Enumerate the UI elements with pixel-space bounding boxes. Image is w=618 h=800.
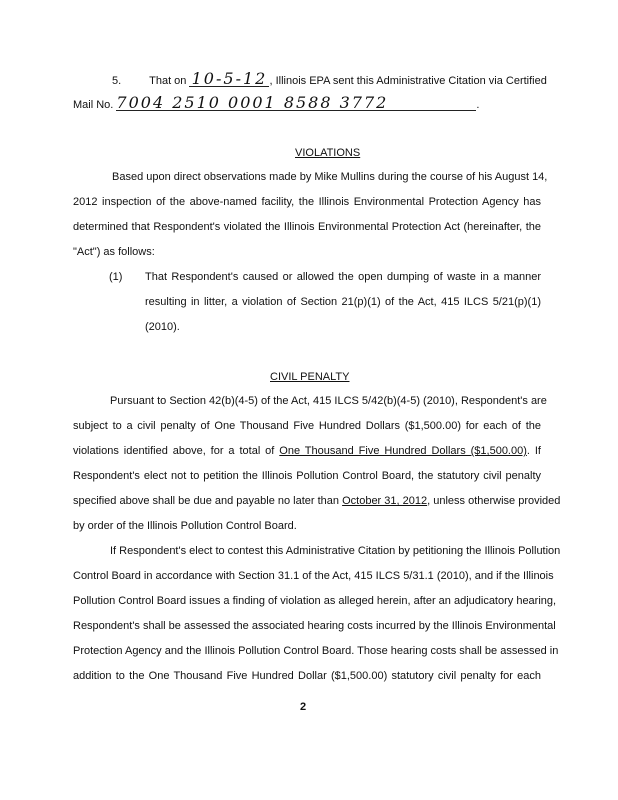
penalty-total-amount: One Thousand Five Hundred Dollars ($1,500.00) — [279, 445, 527, 457]
item-5-text-after: , Illinois EPA sent this Administrative Citation via Certified — [269, 75, 547, 87]
penalty-total-text: violations identified above, for a total of — [73, 445, 275, 457]
handwritten-mail-number: 7004 2510 0001 8588 3772 — [116, 96, 476, 111]
civil-penalty-line: by order of the Illinois Pollution Control Board. — [73, 520, 297, 532]
page-number: 2 — [300, 701, 307, 713]
mail-number-line — [73, 93, 480, 112]
mail-label: Mail No. — [73, 99, 114, 111]
civil-penalty-line — [73, 444, 541, 458]
hearing-costs-line: If Respondent's elect to contest this Administrative Citation by petitioning the Illinois Pollution — [110, 545, 561, 557]
violations-paragraph-line: Based upon direct observations made by Mike Mullins during the course of his August 14, — [112, 171, 548, 183]
violations-paragraph-line: determined that Respondent's violated the Illinois Environmental Protection Act (hereinafter, the — [73, 221, 541, 233]
violation-item-line: resulting in litter, a violation of Section 21(p)(1) of the Act, 415 ILCS 5/21(p)(1) — [145, 296, 541, 308]
violations-heading: VIOLATIONS — [295, 147, 361, 159]
hearing-costs-line: Protection Agency and the Illinois Pollution Control Board. Those hearing costs shall be assessed in — [73, 645, 559, 657]
violation-item-line: That Respondent's caused or allowed the open dumping of waste in a manner — [145, 271, 541, 283]
item-5-text-before: That on — [149, 75, 187, 87]
hearing-costs-line: Control Board in accordance with Section 31.1 of the Act, 415 ILCS 5/31.1 (2010), and if the Illinois — [73, 570, 554, 582]
civil-penalty-heading: CIVIL PENALTY — [270, 371, 350, 383]
civil-penalty-line: subject to a civil penalty of One Thousand Five Hundred Dollars ($1,500.00) for each of the — [73, 420, 541, 432]
civil-penalty-line: Respondent's elect not to petition the Illinois Pollution Control Board, the statutory civil penalty — [73, 470, 541, 482]
violations-paragraph-line: "Act") as follows: — [73, 246, 155, 258]
violations-paragraph-line: 2012 inspection of the above-named facility, the Illinois Environmental Protection Agency has — [73, 196, 541, 208]
penalty-total-end: . If — [526, 445, 541, 457]
civil-penalty-line — [73, 494, 561, 508]
violation-item-number: (1) — [109, 271, 123, 283]
handwritten-date: 10-5-12 — [189, 72, 269, 87]
hearing-costs-line: addition to the One Thousand Five Hundred Dollar ($1,500.00) statutory civil penalty for each — [73, 670, 541, 682]
mail-line-end: . — [476, 99, 480, 111]
item-5-line — [112, 69, 547, 88]
due-date-text: specified above shall be due and payable no later than — [73, 495, 340, 507]
violation-item-line: (2010). — [145, 321, 180, 333]
due-date-end: , unless otherwise provided — [427, 495, 561, 507]
civil-penalty-line: Pursuant to Section 42(b)(4-5) of the Act, 415 ILCS 5/42(b)(4-5) (2010), Respondent's are — [110, 395, 547, 407]
hearing-costs-line: Pollution Control Board issues a finding of violation as alleged herein, after an adjudicatory hearing, — [73, 595, 557, 607]
due-date: October 31, 2012 — [342, 495, 428, 507]
item-5-number: 5. — [112, 75, 122, 87]
hearing-costs-line: Respondent's shall be assessed the associated hearing costs incurred by the Illinois Environmental — [73, 620, 556, 632]
